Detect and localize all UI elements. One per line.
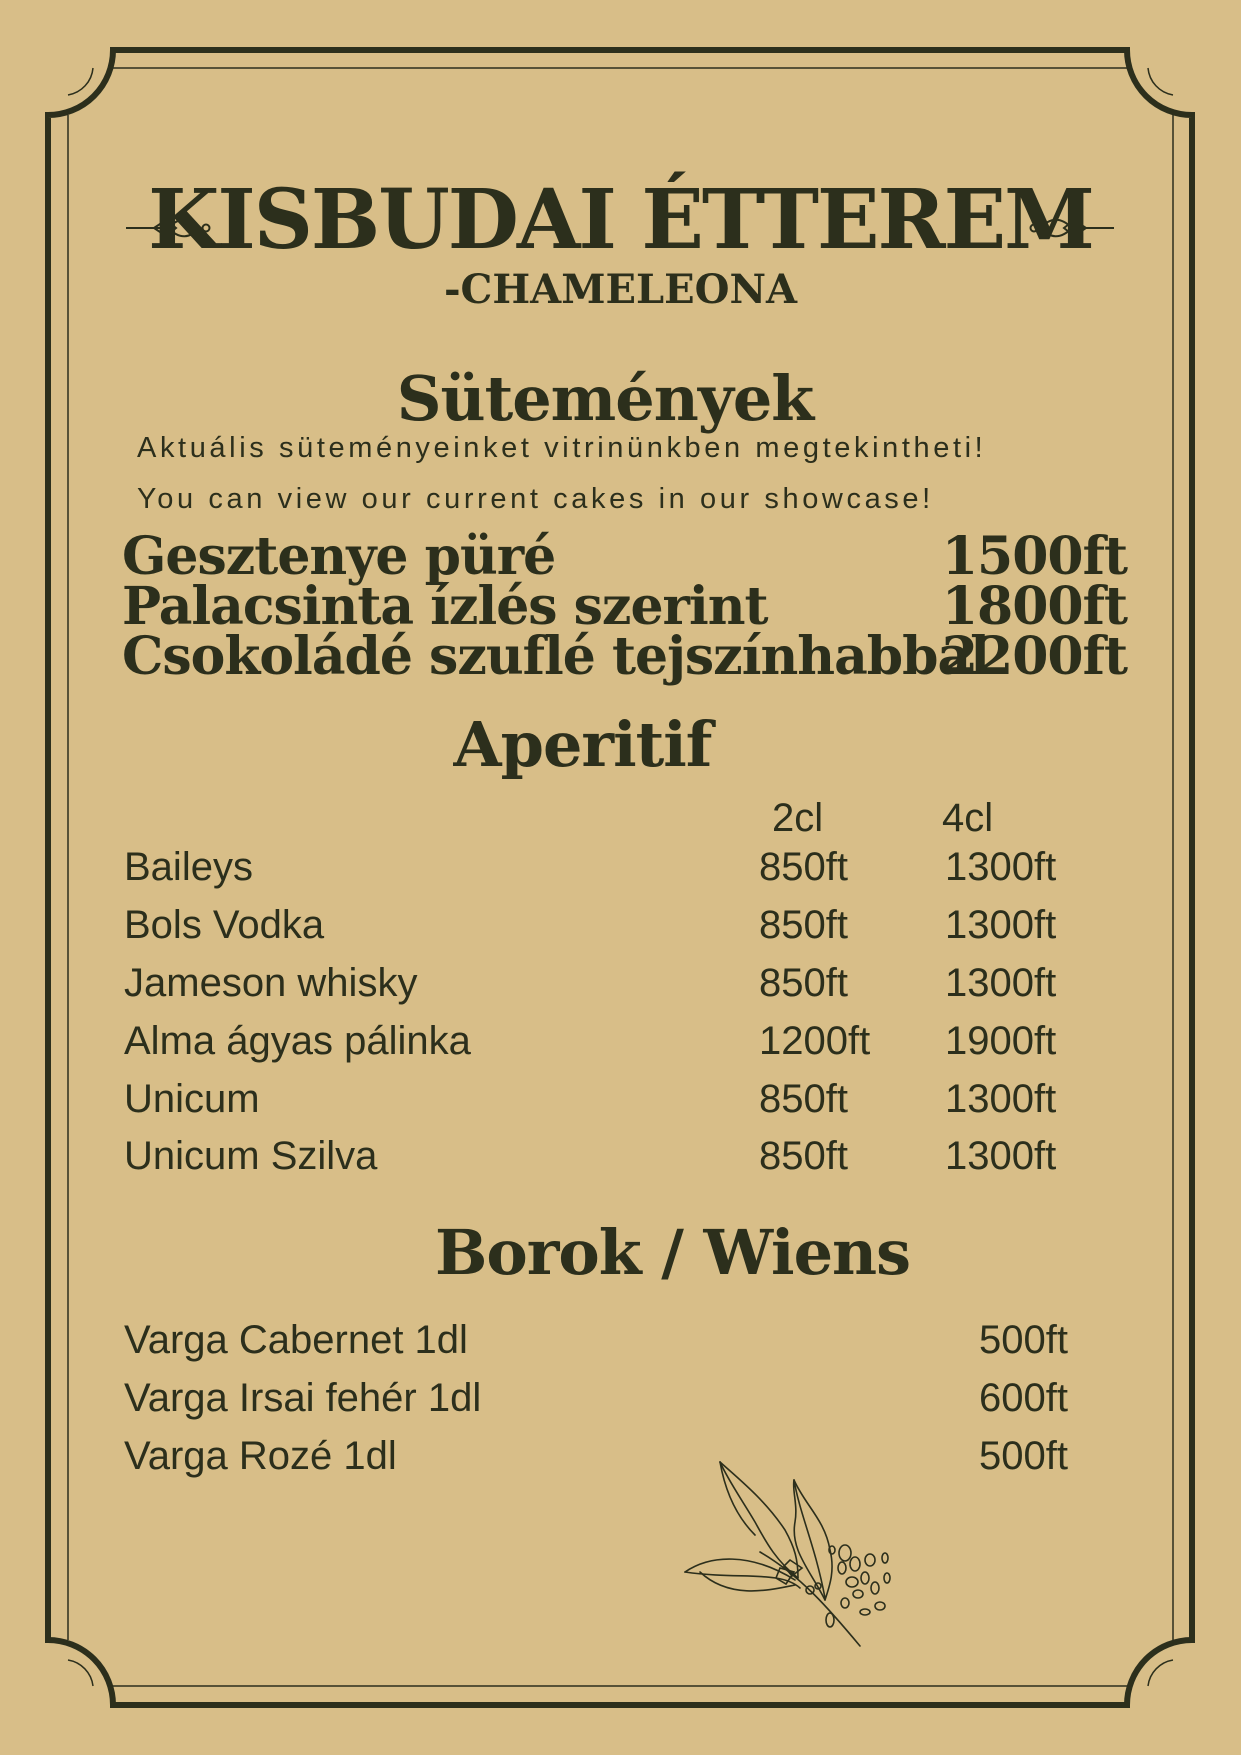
- restaurant-title: KISBUDAI ÉTTEREM: [148, 172, 1093, 268]
- wine-price: 500ft: [979, 1434, 1068, 1478]
- drink-price-2cl: 850ft: [759, 961, 848, 1005]
- dessert-price: 2200ft: [941, 626, 1127, 687]
- drink-name: Baileys: [124, 845, 253, 889]
- drink-price-2cl: 850ft: [759, 1134, 848, 1178]
- aperitif-item: [124, 958, 1064, 1008]
- drink-name: Unicum: [124, 1077, 260, 1121]
- aperitif-item: [124, 842, 1064, 892]
- aperitif-item: [124, 900, 1064, 950]
- wine-item: [124, 1315, 1068, 1365]
- wine-item: [124, 1373, 1068, 1423]
- drink-price-2cl: 850ft: [759, 1077, 848, 1121]
- desserts-heading: Sütemények: [396, 362, 814, 435]
- wines-heading: Borok / Wiens: [434, 1216, 911, 1289]
- desserts-note-en: You can view our current cakes in our showcase!: [137, 483, 934, 515]
- drink-name: Alma ágyas pálinka: [124, 1019, 471, 1063]
- drink-price-2cl: 1200ft: [759, 1019, 871, 1063]
- wine-name: Varga Rozé 1dl: [124, 1434, 397, 1478]
- dessert-item: [122, 626, 1127, 687]
- column-header-2cl: 2cl: [772, 796, 824, 840]
- wine-name: Varga Cabernet 1dl: [124, 1318, 468, 1362]
- drink-price-4cl: 1900ft: [945, 1019, 1057, 1063]
- restaurant-subtitle: -CHAMELEONA: [443, 266, 798, 313]
- aperitif-item: [124, 1074, 1064, 1124]
- wine-price: 500ft: [979, 1318, 1068, 1362]
- dessert-name: Gesztenye püré: [122, 526, 556, 587]
- wine-name: Varga Irsai fehér 1dl: [124, 1376, 482, 1420]
- drink-price-4cl: 1300ft: [945, 903, 1057, 947]
- drink-price-4cl: 1300ft: [945, 1077, 1057, 1121]
- botanical-sprig-icon: [680, 1460, 900, 1650]
- dessert-price: 1800ft: [941, 576, 1127, 637]
- drink-name: Unicum Szilva: [124, 1134, 378, 1178]
- drink-price-4cl: 1300ft: [945, 845, 1057, 889]
- aperitif-item: [124, 1016, 1064, 1066]
- aperitif-item: [124, 1131, 1064, 1181]
- wine-price: 600ft: [979, 1376, 1068, 1420]
- drink-name: Bols Vodka: [124, 903, 325, 947]
- drink-name: Jameson whisky: [124, 961, 418, 1005]
- desserts-note-hu: Aktuális süteményeinket vitrinünkben megtekintheti!: [137, 432, 987, 464]
- drink-price-2cl: 850ft: [759, 903, 848, 947]
- dessert-price: 1500ft: [941, 526, 1127, 587]
- aperitif-heading: Aperitif: [453, 708, 712, 781]
- dessert-name: Csokoládé szuflé tejszínhabbal: [122, 626, 989, 687]
- wine-item: [124, 1431, 1068, 1481]
- column-header-4cl: 4cl: [942, 796, 994, 840]
- drink-price-2cl: 850ft: [759, 845, 848, 889]
- drink-price-4cl: 1300ft: [945, 1134, 1057, 1178]
- dessert-name: Palacsinta ízlés szerint: [122, 576, 768, 637]
- drink-price-4cl: 1300ft: [945, 961, 1057, 1005]
